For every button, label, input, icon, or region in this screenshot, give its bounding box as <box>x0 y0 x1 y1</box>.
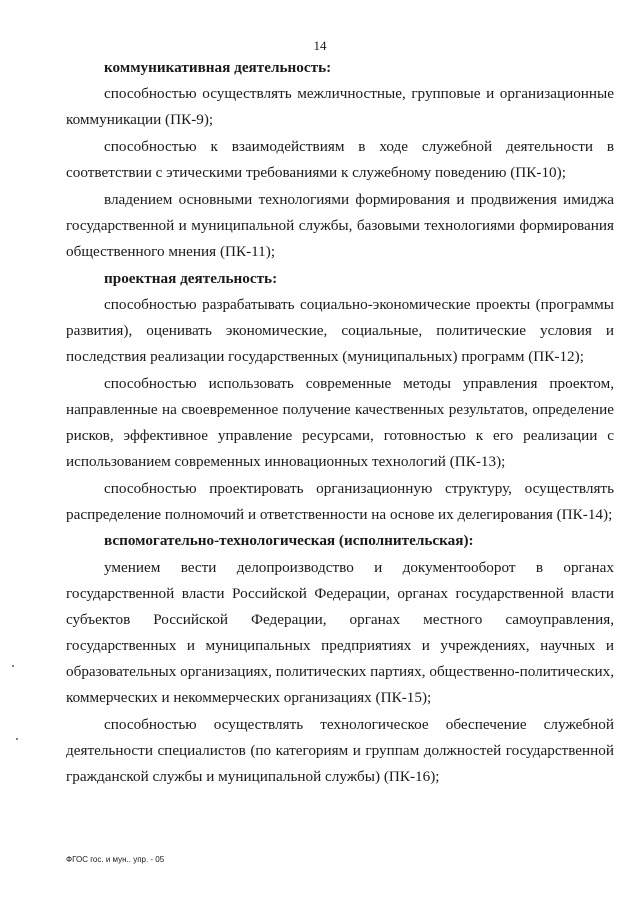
section-heading-auxiliary: вспомогательно-технологическая (исполнительская): <box>104 532 474 549</box>
page-content <box>66 55 614 790</box>
page-number: 14 <box>313 38 327 53</box>
competency-pk-12: способностью разрабатывать социально-экономические проекты (программы развития), оценивать экономические, социальные, политические условия и последствия реализации государственных (муниципальных) программ (ПК-12); <box>66 296 614 365</box>
footer-label: ФГОС гос. и мун.. упр. - 05 <box>66 855 165 864</box>
scan-speck <box>12 665 14 667</box>
competency-pk-16: способностью осуществлять технологическое обеспечение служебной деятельности специалистов (по категориям и группам должностей государственной гражданской службы и муниципальной службы) (ПК-16); <box>66 716 614 785</box>
scan-speck <box>16 738 18 740</box>
competency-pk-15: умением вести делопроизводство и документооборот в органах государственной власти Российской Федерации, органах государственной власти субъектов Российской Федерации, органах местного самоуправления, государственных и муниципальных предприятиях и учреждениях, научных и образовательных организациях, политических партиях, общественно-политических, коммерческих и некоммерческих организациях (ПК-15); <box>66 559 614 706</box>
competency-pk-14: способностью проектировать организационную структуру, осуществлять распределение полномочий и ответственности на основе их делегирования (ПК-14); <box>66 480 614 523</box>
competency-pk-13: способностью использовать современные методы управления проектом, направленные на своевременное получение качественных результатов, определение рисков, эффективное управление ресурсами, готовностью к его реализации с использованием современных инновационных технологий (ПК-13); <box>66 375 614 470</box>
competency-pk-10: способностью к взаимодействиям в ходе служебной деятельности в соответствии с этическими требованиями к служебному поведению (ПК-10); <box>66 138 614 181</box>
section-heading-project: проектная деятельность: <box>104 270 278 287</box>
section-heading-communicative: коммуникативная деятельность: <box>104 59 332 76</box>
competency-pk-11: владением основными технологиями формирования и продвижения имиджа государственной и муниципальной службы, базовыми технологиями формирования общественного мнения (ПК-11); <box>66 191 614 260</box>
competency-pk-9: способностью осуществлять межличностные, групповые и организационные коммуникации (ПК-9); <box>66 85 614 128</box>
